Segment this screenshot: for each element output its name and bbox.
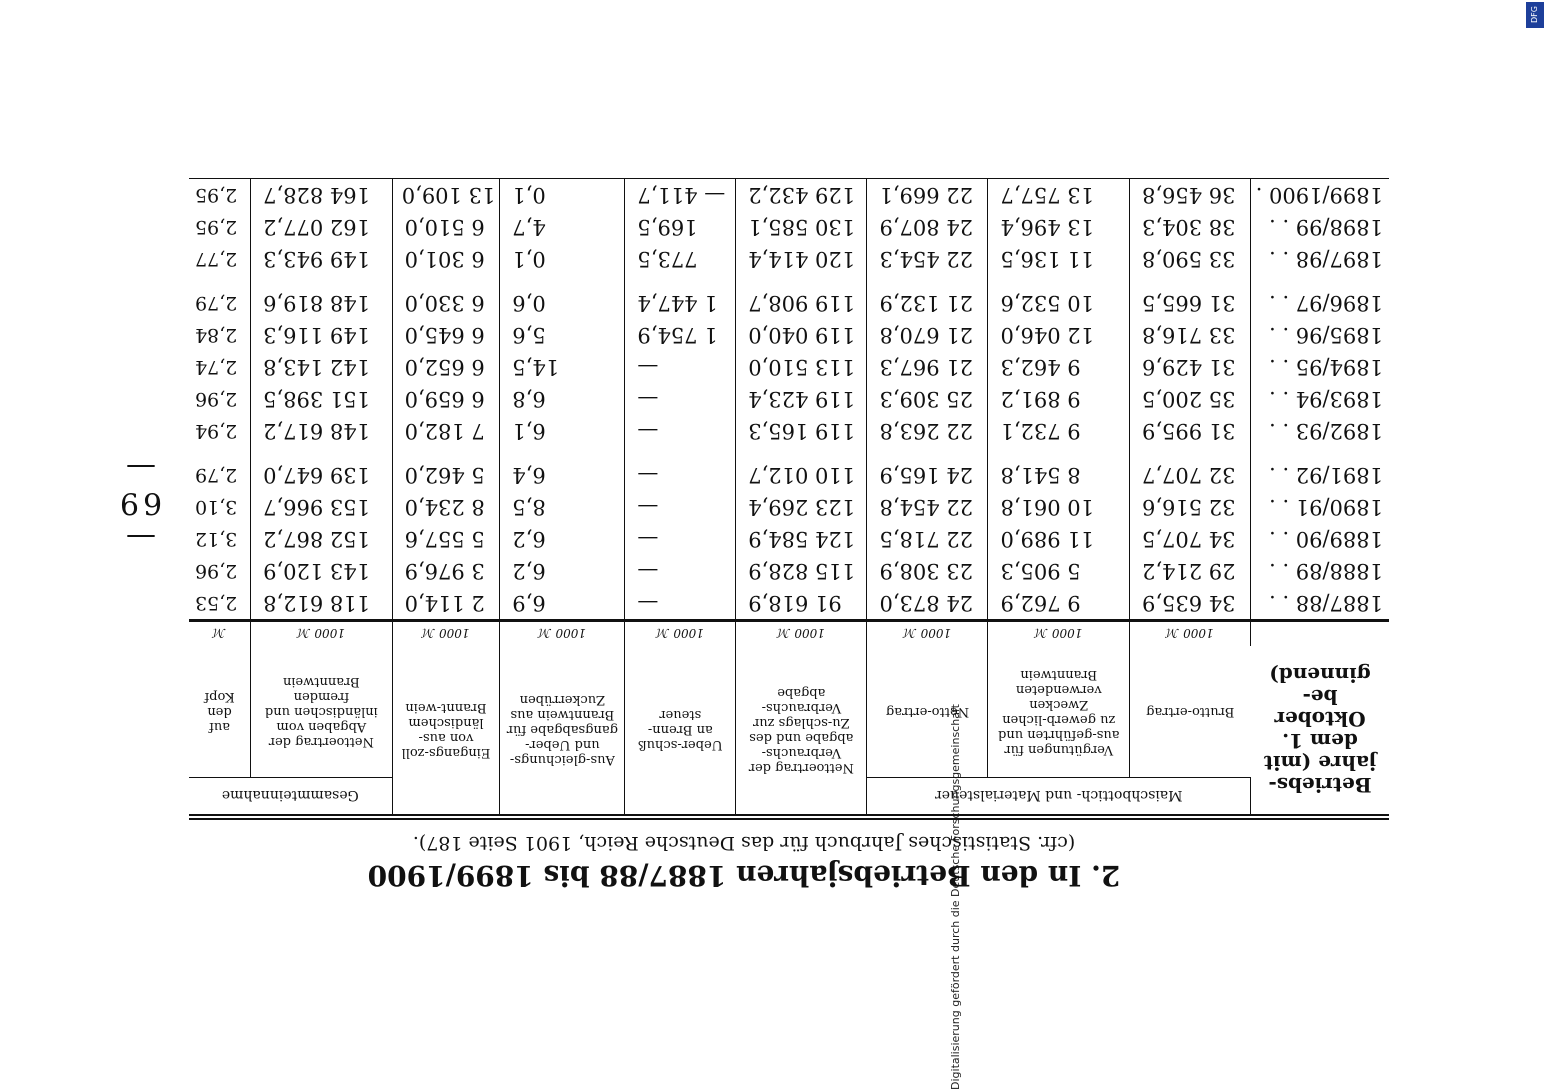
cell-ausgleich: 6,8 bbox=[500, 383, 625, 415]
header-verbrauch: Nettoertrag der Verbrauchs-abgabe und des Zu-schlags zur Verbrauchs-abgabe bbox=[736, 646, 867, 817]
cell-uebergang: — bbox=[625, 587, 736, 621]
cell-eingang: 13 109,0 bbox=[392, 179, 500, 212]
header-group-gesamt: Gesammteinnahme bbox=[189, 778, 392, 817]
header-verguetung: Vergütungen für aus-geführten und zu gewerb-lichen Zwecken verwendeten Branntwein bbox=[988, 646, 1130, 778]
cell-netto: 24 873,0 bbox=[867, 587, 988, 621]
cell-gesamt: 139 647,0 bbox=[251, 459, 393, 491]
cell-ausgleich: 0,1 bbox=[500, 243, 625, 287]
cell-ausgleich: 6,2 bbox=[500, 555, 625, 587]
cell-ausgleich: 8,5 bbox=[500, 491, 625, 523]
table-row bbox=[189, 351, 1389, 383]
cell-brutto: 38 304,3 bbox=[1130, 211, 1251, 243]
cell-brutto: 34 635,9 bbox=[1130, 587, 1251, 621]
cell-brutto: 31 665,5 bbox=[1130, 287, 1251, 319]
cell-year: 1898/99 . . bbox=[1269, 215, 1383, 239]
unit-gesamt: 1000 ℳ bbox=[251, 621, 393, 647]
unit-year bbox=[1251, 621, 1389, 647]
cell-gesamt: 164 828,7 bbox=[251, 179, 393, 212]
cell-gesamt: 151 398,5 bbox=[251, 383, 393, 415]
page-number-value: 69 bbox=[115, 485, 163, 520]
cell-verguetung: 11 136,5 bbox=[988, 243, 1130, 287]
digitization-credit: Digitalisierung gefördert durch die Deutsche Forschungsgemeinschaft bbox=[949, 704, 962, 1090]
cell-eingang: 5 557,6 bbox=[392, 523, 500, 555]
cell-eingang: 6 652,0 bbox=[392, 351, 500, 383]
cell-gesamt: 162 077,2 bbox=[251, 211, 393, 243]
cell-gesamt: 148 819,6 bbox=[251, 287, 393, 319]
cell-uebergang: — bbox=[625, 555, 736, 587]
cell-uebergang: — bbox=[625, 383, 736, 415]
cell-uebergang: 773,5 bbox=[625, 243, 736, 287]
cell-verguetung: 8 541,8 bbox=[988, 459, 1130, 491]
cell-gesamt: 153 966,7 bbox=[251, 491, 393, 523]
cell-year: 1893/94 . . bbox=[1269, 387, 1383, 411]
cell-year: 1895/96 . . bbox=[1269, 323, 1383, 347]
cell-netto: 21 132,9 bbox=[867, 287, 988, 319]
cell-verbrauch: 120 414,4 bbox=[736, 243, 867, 287]
revenue-table bbox=[189, 178, 1389, 820]
table-row bbox=[189, 415, 1389, 459]
cell-verbrauch: 119 423,4 bbox=[736, 383, 867, 415]
cell-verbrauch: 91 618,9 bbox=[736, 587, 867, 621]
cell-kopf: 2,96 bbox=[189, 383, 251, 415]
cell-netto: 21 670,8 bbox=[867, 319, 988, 351]
cell-verbrauch: 119 040,0 bbox=[736, 319, 867, 351]
cell-eingang: 7 182,0 bbox=[392, 415, 500, 459]
cell-eingang: 6 510,0 bbox=[392, 211, 500, 243]
cell-brutto: 34 707,5 bbox=[1130, 523, 1251, 555]
unit-verguetung: 1000 ℳ bbox=[988, 621, 1130, 647]
cell-uebergang: — 411,7 bbox=[625, 179, 736, 212]
cell-kopf: 2,95 bbox=[189, 211, 251, 243]
header-kopf: auf den Kopf bbox=[189, 646, 251, 778]
cell-eingang: 6 330,0 bbox=[392, 287, 500, 319]
cell-verguetung: 10 532,6 bbox=[988, 287, 1130, 319]
unit-ausgleich: 1000 ℳ bbox=[500, 621, 625, 647]
section-title: 2. In den Betriebsjahren 1887/88 bis 1899/1900 bbox=[367, 859, 1121, 892]
revenue-table-wrapper bbox=[189, 178, 1389, 820]
cell-eingang: 5 462,0 bbox=[392, 459, 500, 491]
cell-kopf: 2,53 bbox=[189, 587, 251, 621]
header-gesamt-netto: Nettoertrag der Abgaben vom inländischen und fremden Branntwein bbox=[251, 646, 393, 778]
header-ausgleich: Aus-gleichungs- und Ueber-gangsabgabe für Branntwein aus Zuckerrüben bbox=[500, 646, 625, 817]
cell-brutto: 33 590,8 bbox=[1130, 243, 1251, 287]
cell-year: 1896/97 . . bbox=[1269, 291, 1383, 315]
cell-kopf: 3,10 bbox=[189, 491, 251, 523]
header-netto: Netto-ertrag bbox=[867, 646, 988, 778]
table-row bbox=[189, 319, 1389, 351]
cell-ausgleich: 6,2 bbox=[500, 523, 625, 555]
cell-verbrauch: 110 012,7 bbox=[736, 459, 867, 491]
cell-kopf: 2,79 bbox=[189, 287, 251, 319]
cell-brutto: 29 214,2 bbox=[1130, 555, 1251, 587]
cell-gesamt: 149 943,3 bbox=[251, 243, 393, 287]
cell-verbrauch: 115 828,9 bbox=[736, 555, 867, 587]
cell-uebergang: — bbox=[625, 351, 736, 383]
cell-netto: 22 718,5 bbox=[867, 523, 988, 555]
cell-verguetung: 10 061,8 bbox=[988, 491, 1130, 523]
cell-year: 1892/93 . . bbox=[1269, 419, 1383, 443]
cell-verbrauch: 119 165,3 bbox=[736, 415, 867, 459]
cell-kopf: 2,95 bbox=[189, 179, 251, 212]
cell-netto: 22 454,8 bbox=[867, 491, 988, 523]
cell-gesamt: 149 116,3 bbox=[251, 319, 393, 351]
unit-kopf: ℳ bbox=[189, 621, 251, 647]
cell-gesamt: 142 143,8 bbox=[251, 351, 393, 383]
unit-uebergang: 1000 ℳ bbox=[625, 621, 736, 647]
cell-uebergang: 1 447,4 bbox=[625, 287, 736, 319]
cell-verbrauch: 123 269,4 bbox=[736, 491, 867, 523]
header-year: Betriebs-jahre (mit dem 1. Oktober be-ginnend) bbox=[1251, 646, 1389, 817]
cell-ausgleich: 0,6 bbox=[500, 287, 625, 319]
cell-verguetung: 11 989,0 bbox=[988, 523, 1130, 555]
cell-gesamt: 148 617,2 bbox=[251, 415, 393, 459]
table-row bbox=[189, 243, 1389, 287]
cell-netto: 24 165,9 bbox=[867, 459, 988, 491]
table-row bbox=[189, 287, 1389, 319]
table-row bbox=[189, 555, 1389, 587]
cell-kopf: 2,84 bbox=[189, 319, 251, 351]
cell-kopf: 2,77 bbox=[189, 243, 251, 287]
cell-year: 1890/91 . . bbox=[1269, 495, 1383, 519]
cell-verbrauch: 130 585,1 bbox=[736, 211, 867, 243]
table-row bbox=[189, 587, 1389, 621]
cell-verguetung: 12 046,0 bbox=[988, 319, 1130, 351]
cell-uebergang: 1 754,9 bbox=[625, 319, 736, 351]
cell-verguetung: 13 757,7 bbox=[988, 179, 1130, 212]
cell-brutto: 33 716,8 bbox=[1130, 319, 1251, 351]
cell-netto: 23 308,9 bbox=[867, 555, 988, 587]
cell-uebergang: — bbox=[625, 523, 736, 555]
cell-verbrauch: 113 510,0 bbox=[736, 351, 867, 383]
unit-verbrauch: 1000 ℳ bbox=[736, 621, 867, 647]
cell-verguetung: 9 762,9 bbox=[988, 587, 1130, 621]
cell-gesamt: 143 120,9 bbox=[251, 555, 393, 587]
cell-verguetung: 5 905,3 bbox=[988, 555, 1130, 587]
cell-kopf: 2,79 bbox=[189, 459, 251, 491]
table-row bbox=[189, 491, 1389, 523]
cell-netto: 25 309,3 bbox=[867, 383, 988, 415]
cell-brutto: 36 456,8 bbox=[1130, 179, 1251, 212]
cell-verbrauch: 129 432,2 bbox=[736, 179, 867, 212]
cell-brutto: 31 995,9 bbox=[1130, 415, 1251, 459]
table-row bbox=[189, 179, 1389, 212]
cell-gesamt: 152 867,2 bbox=[251, 523, 393, 555]
table-row bbox=[189, 459, 1389, 491]
table-header bbox=[189, 621, 1389, 818]
header-brutto: Brutto-ertrag bbox=[1146, 704, 1235, 720]
cell-verbrauch: 119 908,7 bbox=[736, 287, 867, 319]
cell-netto: 24 807,9 bbox=[867, 211, 988, 243]
cell-kopf: 2,94 bbox=[189, 415, 251, 459]
header-eingang: Eingangs-zoll von aus-ländischem Brannt-wein bbox=[392, 646, 500, 817]
cell-verguetung: 9 891,2 bbox=[988, 383, 1130, 415]
cell-ausgleich: 0,1 bbox=[500, 179, 625, 212]
cell-kopf: 2,96 bbox=[189, 555, 251, 587]
cell-ausgleich: 4,7 bbox=[500, 211, 625, 243]
cell-uebergang: — bbox=[625, 415, 736, 459]
cell-ausgleich: 6,9 bbox=[500, 587, 625, 621]
cell-year: 1889/90 . . bbox=[1269, 527, 1383, 551]
unit-brutto: 1000 ℳ bbox=[1130, 621, 1251, 647]
cell-eingang: 6 645,0 bbox=[392, 319, 500, 351]
cell-verguetung: 9 462,3 bbox=[988, 351, 1130, 383]
table-row bbox=[189, 211, 1389, 243]
header-group-malz: Maischbottich- und Materialsteuer bbox=[867, 778, 1251, 817]
cell-ausgleich: 6,4 bbox=[500, 459, 625, 491]
cell-year: 1891/92 . . bbox=[1269, 463, 1383, 487]
unit-eingang: 1000 ℳ bbox=[392, 621, 500, 647]
cell-ausgleich: 14,5 bbox=[500, 351, 625, 383]
page-number: — 69 — bbox=[115, 450, 163, 555]
cell-uebergang: 169,5 bbox=[625, 211, 736, 243]
cell-netto: 22 669,1 bbox=[867, 179, 988, 212]
cell-eingang: 6 659,0 bbox=[392, 383, 500, 415]
unit-netto: 1000 ℳ bbox=[867, 621, 988, 647]
cell-gesamt: 118 612,8 bbox=[251, 587, 393, 621]
cell-year: 1887/88 . . bbox=[1269, 591, 1383, 615]
cell-brutto: 35 200,5 bbox=[1130, 383, 1251, 415]
cell-uebergang: — bbox=[625, 491, 736, 523]
cell-uebergang: — bbox=[625, 459, 736, 491]
table-row bbox=[189, 523, 1389, 555]
cell-eingang: 3 976,9 bbox=[392, 555, 500, 587]
cell-verguetung: 9 732,1 bbox=[988, 415, 1130, 459]
cell-year: 1899/1900 . bbox=[1251, 179, 1389, 212]
cell-netto: 21 967,3 bbox=[867, 351, 988, 383]
cell-brutto: 32 707,7 bbox=[1130, 459, 1251, 491]
cell-year: 1897/98 . . bbox=[1269, 247, 1383, 271]
cell-verguetung: 13 496,4 bbox=[988, 211, 1130, 243]
table-body bbox=[189, 179, 1389, 621]
header-uebergang: Ueber-schuß an Brenn-steuer bbox=[625, 646, 736, 817]
cell-eingang: 2 114,0 bbox=[392, 587, 500, 621]
cell-eingang: 8 234,0 bbox=[392, 491, 500, 523]
cell-ausgleich: 6,1 bbox=[500, 415, 625, 459]
table-row bbox=[189, 383, 1389, 415]
cell-year: 1894/95 . . bbox=[1269, 355, 1383, 379]
cell-kopf: 2,74 bbox=[189, 351, 251, 383]
cell-netto: 22 263,8 bbox=[867, 415, 988, 459]
section-subtitle: (cfr. Statistisches Jahrbuch für das Deutsche Reich, 1901 Seite 187). bbox=[412, 832, 1076, 854]
cell-verbrauch: 124 584,9 bbox=[736, 523, 867, 555]
cell-netto: 22 454,3 bbox=[867, 243, 988, 287]
cell-kopf: 3,12 bbox=[189, 523, 251, 555]
cell-brutto: 32 516,6 bbox=[1130, 491, 1251, 523]
cell-brutto: 31 429,6 bbox=[1130, 351, 1251, 383]
dfg-logo: DFG bbox=[1526, 2, 1544, 28]
cell-year: 1888/89 . . bbox=[1269, 559, 1383, 583]
cell-ausgleich: 5,6 bbox=[500, 319, 625, 351]
cell-eingang: 6 301,0 bbox=[392, 243, 500, 287]
